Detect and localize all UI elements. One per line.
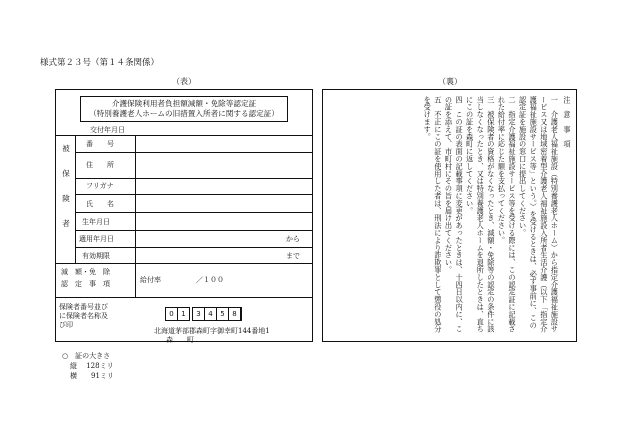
- from-label: から: [286, 235, 300, 243]
- start-date-label: 適用年月日: [79, 235, 114, 243]
- notice-item-5: 五 不正にこの証を使用した者は、刑法により詐欺罪として懲役の処分を受けます。: [423, 96, 443, 333]
- insurer-digit-group: [192, 307, 242, 321]
- insurer-number-boxes: [166, 307, 242, 321]
- certificate-title-box: [80, 96, 288, 122]
- notice-text: [422, 96, 572, 336]
- certificate-title: 介護保険利用者負担額減額・免除等認定証: [111, 99, 257, 108]
- expiry-label: 有効期限: [82, 252, 110, 260]
- notice-heading: 注 意 事 項: [563, 96, 572, 148]
- reduction-label-1: 減 額・免 除: [61, 268, 110, 276]
- until-label: まで: [286, 252, 300, 260]
- insurer-label-1: 保険者番号並び: [59, 303, 108, 311]
- size-height: 縦 128ミリ: [70, 362, 114, 370]
- birthdate-label: 生年月日: [82, 218, 110, 226]
- size-title: ○ 証の大きさ: [62, 352, 111, 360]
- insured-person-label: 被 保 険 者: [62, 144, 70, 228]
- furigana-label: フリガナ: [86, 182, 114, 190]
- insurer-digit: 5: [216, 308, 229, 320]
- reduction-label-2: 認 定 事 項: [61, 280, 110, 288]
- back-side-card: [322, 89, 577, 342]
- number-label: 番 号: [86, 140, 114, 148]
- insurer-digit: 4: [204, 308, 217, 320]
- benefit-rate-value: ／１００: [196, 276, 224, 284]
- notice-item-4: 四 この証の表面の記載事項に変更があったときは、十四日以内に、この証を添えて、市町村にその旨を届け出てください。: [444, 96, 465, 333]
- insurer-digit: 0: [165, 307, 178, 321]
- address-label: 住 所: [86, 161, 114, 169]
- notice-item-3: 三 被保険者の資格がなくなったとき、減額・免除等の認定の条件に該当しなくなったとき、又は特別養護老人ホームを退所したときは、直ちにこの証を森町に返してください。: [465, 96, 496, 333]
- size-notes: [62, 351, 114, 381]
- front-side-card: [55, 89, 313, 342]
- insured-info-grid: [56, 135, 312, 298]
- insurer-digit: 1: [177, 307, 190, 321]
- benefit-rate-label: 給付率: [140, 276, 161, 284]
- name-label: 氏 名: [86, 200, 114, 208]
- issue-date-label: 交付年月日: [90, 126, 125, 134]
- insurer-label-2: に保険者名称及: [59, 312, 108, 320]
- insurer-name: 森 町: [166, 336, 194, 344]
- insurer-label-3: び印: [59, 321, 73, 329]
- insurer-digit: 3: [192, 308, 205, 320]
- insurer-section: [56, 297, 312, 343]
- notice-item-1: 一 介護老人福祉施設（特別養護老人ホーム）から指定介護福祉施設サービス又は地域密着型介護老人福祉施設入所者生活介護（以下「指定介護福祉施設サービス等」という。）を受けるときは、必ず事前に、この認定証を施設の窓口に提出してください。: [518, 96, 560, 333]
- back-side-label: （裏）: [438, 77, 462, 86]
- certificate-subtitle: （特別養護老人ホームの旧措置入所者に関する認定証）: [89, 109, 279, 118]
- notice-item-2: 二 指定介護福祉施設サービス等を受ける際には、この認定証に記載された給付率に応じた額を支払ってください。: [497, 96, 518, 333]
- size-width: 横 91ミリ: [70, 372, 114, 380]
- insurer-digit: 8: [228, 308, 241, 320]
- form-number: 様式第２３号（第１４条関係）: [40, 58, 160, 68]
- front-side-label: （表）: [172, 77, 196, 86]
- insurer-address: 北海道茅部郡森町字御幸町144番地1: [154, 327, 270, 335]
